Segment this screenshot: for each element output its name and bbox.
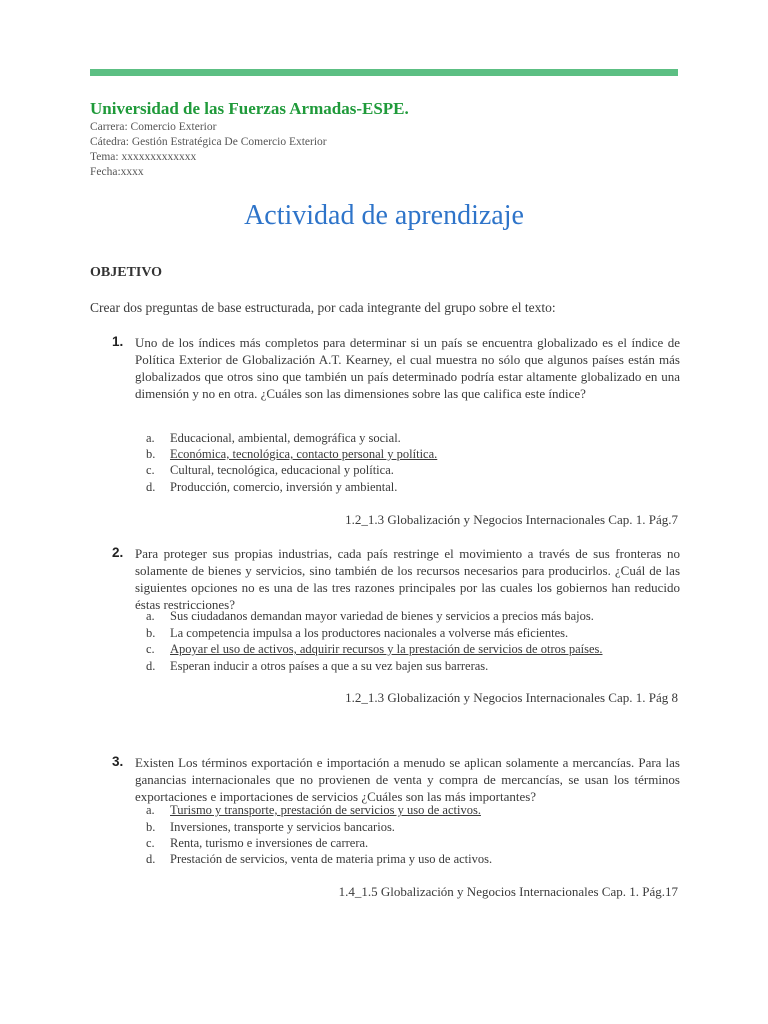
option-letter: c.: [146, 836, 155, 850]
question-3-reference: 1.4_1.5 Globalización y Negocios Internacionales Cap. 1. Pág.17: [338, 884, 678, 899]
question-2-number: 2.: [112, 545, 124, 560]
option-text-answer: Turismo y transporte, prestación de servicios y uso de activos.: [170, 803, 481, 817]
option-letter: a.: [146, 803, 155, 817]
option-letter: a.: [146, 609, 155, 623]
question-3-option-c: [146, 836, 368, 851]
option-letter: b.: [146, 820, 156, 834]
question-1-option-a: [146, 431, 401, 446]
intro-text: Crear dos preguntas de base estructurada, por cada integrante del grupo sobre el texto:: [90, 300, 556, 315]
option-letter: b.: [146, 447, 156, 461]
option-text: Producción, comercio, inversión y ambiental.: [170, 480, 398, 494]
question-2-option-a: [146, 609, 594, 624]
header-rule: [90, 69, 678, 76]
question-2-text: Para proteger sus propias industrias, cada país restringe el movimiento a través de sus fronteras no solamente de bienes y servicios, sino también de los recursos necesarios para producirlos. ¿Cuál de las siguientes opciones no es una de las tres razones principales por las cuales los gobiernos han reducido éstas restricciones?: [135, 546, 680, 612]
option-text: Inversiones, transporte y servicios bancarios.: [170, 820, 395, 834]
option-letter: d.: [146, 852, 156, 866]
option-text-answer: Apoyar el uso de activos, adquirir recursos y la prestación de servicios de otros países.: [170, 642, 603, 656]
option-letter: b.: [146, 626, 156, 640]
question-2-option-d: [146, 659, 488, 674]
option-text: La competencia impulsa a los productores nacionales a volverse más eficientes.: [170, 626, 569, 640]
carrera-line: Carrera: Comercio Exterior: [90, 121, 217, 133]
question-3-option-b: [146, 820, 395, 835]
page-title: Actividad de aprendizaje: [244, 200, 524, 231]
question-3-number: 3.: [112, 754, 124, 769]
option-letter: c.: [146, 642, 155, 656]
fecha-line: Fecha:xxxx: [90, 166, 144, 178]
question-3-text: Existen Los términos exportación e importación a menudo se aplican solamente a mercancías. Para las ganancias internacionales que no provienen de venta y compra de mercancías, se usan los términos exportaciones e importaciones de servicios ¿Cuáles son las más importantes?: [135, 755, 680, 804]
option-letter: c.: [146, 463, 155, 477]
tema-line: Tema: xxxxxxxxxxxxx: [90, 151, 197, 163]
question-1-reference: 1.2_1.3 Globalización y Negocios Internacionales Cap. 1. Pág.7: [345, 512, 678, 527]
option-letter: a.: [146, 431, 155, 445]
option-letter: d.: [146, 480, 156, 494]
option-letter: d.: [146, 659, 156, 673]
option-text: Cultural, tecnológica, educacional y política.: [170, 463, 394, 477]
objetivo-heading: OBJETIVO: [90, 265, 163, 280]
question-1-option-b: [146, 447, 437, 462]
option-text: Prestación de servicios, venta de materia prima y uso de activos.: [170, 852, 493, 866]
question-3-option-a: [146, 803, 481, 818]
question-1-number: 1.: [112, 334, 124, 349]
university-name: Universidad de las Fuerzas Armadas-ESPE.: [90, 99, 409, 118]
question-2-option-b: [146, 626, 568, 641]
option-text-answer: Económica, tecnológica, contacto personal y política.: [170, 447, 438, 461]
option-text: Renta, turismo e inversiones de carrera.: [170, 836, 369, 850]
catedra-line: Cátedra: Gestión Estratégica De Comercio Exterior: [90, 136, 327, 148]
question-3-option-d: [146, 852, 492, 867]
question-2-option-c: [146, 642, 603, 657]
option-text: Educacional, ambiental, demográfica y social.: [170, 431, 401, 445]
option-text: Esperan inducir a otros países a que a su vez bajen sus barreras.: [170, 659, 489, 673]
question-2-reference: 1.2_1.3 Globalización y Negocios Internacionales Cap. 1. Pág 8: [345, 690, 678, 705]
question-1-option-d: [146, 480, 397, 495]
question-1-text: Uno de los índices más completos para determinar si un país se encuentra globalizado es el índice de Política Exterior de Globalización A.T. Kearney, el cual muestra no sólo que algunos países están más globalizados que otros sino que también un país determinado podría estar altamente globalizado en una dimensión y no en otra. ¿Cuáles son las dimensiones sobre las que califica este índice?: [135, 335, 680, 401]
question-1-option-c: [146, 463, 394, 478]
option-text: Sus ciudadanos demandan mayor variedad de bienes y servicios a precios más bajos.: [170, 609, 594, 623]
